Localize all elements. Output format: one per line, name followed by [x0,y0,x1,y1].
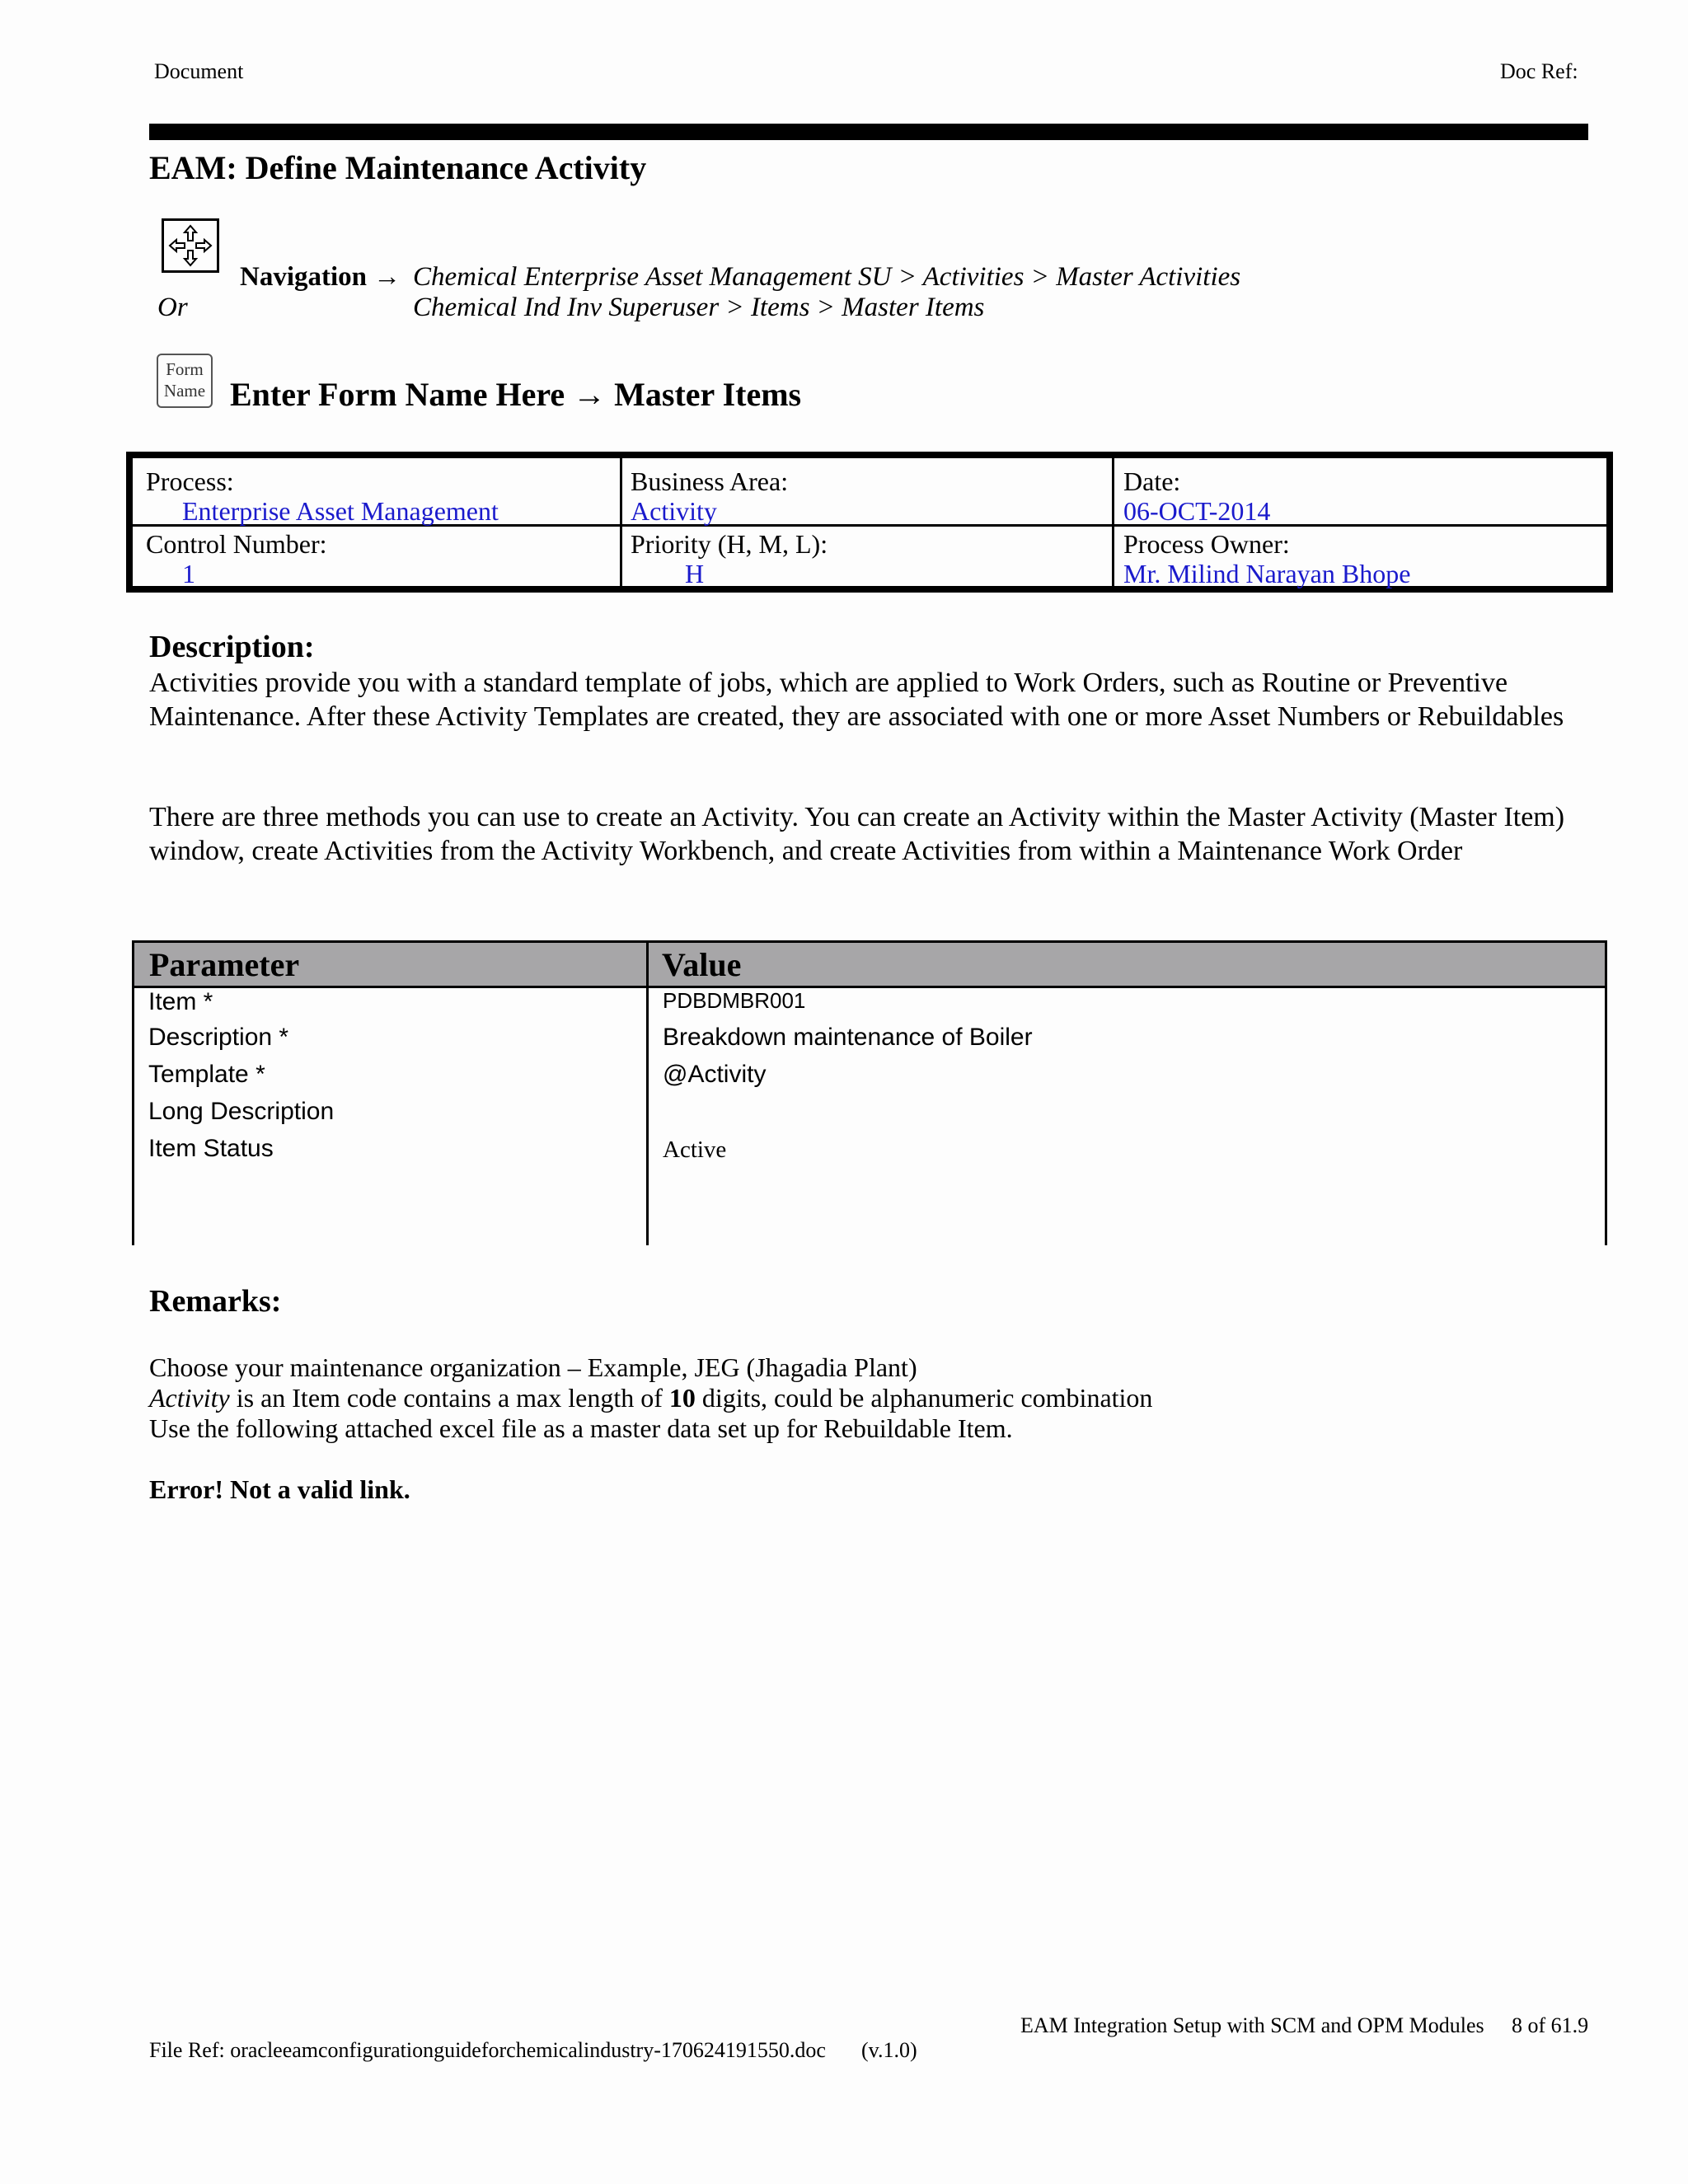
form-name-icon [157,354,213,408]
remarks-max-length: 10 [668,1383,696,1413]
remarks-line-1: Choose your maintenance organization – Example, JEG (Jhagadia Plant) [149,1352,917,1382]
header-document-label: Document [154,59,244,83]
header-rule [149,124,1588,140]
form-name-value: Master Items [614,376,802,413]
process-value: Enterprise Asset Management [182,496,499,526]
navigation-label: Navigation → [240,262,401,292]
table-row-value: @Activity [663,1061,767,1088]
priority-value: H [685,559,705,588]
table-row-value: Breakdown maintenance of Boiler [663,1024,1033,1051]
priority-label: Priority (H, M, L): [631,529,828,559]
form-icon-line1: Form [166,359,204,379]
footer-document-title: EAM Integration Setup with SCM and OPM Modules [1020,2013,1484,2037]
date-value: 06-OCT-2014 [1123,496,1271,526]
info-divider-1 [620,458,622,586]
parameter-table-right-border [1605,940,1607,1245]
description-paragraph-1: Activities provide you with a standard template of jobs, which are applied to Work Orders, such as Routine or Preventive Maintenance. After these Activity Templates are created, they are associated with one or more Asset Numbers or Rebuildables [149,668,1564,732]
process-info-table [126,452,1613,593]
table-row-param: Description * [148,1024,289,1051]
remarks-line-2-part-a: is an Item code contains a max length of [229,1383,669,1413]
business-area-value: Activity [631,496,717,526]
business-area-label: Business Area: [631,466,789,496]
table-row-value: PDBDMBR001 [663,988,806,1013]
remarks-heading: Remarks: [149,1284,282,1319]
navigation-path-alternate: Chemical Ind Inv Superuser > Items > Master Items [413,293,985,322]
description-paragraph-2: There are three methods you can use to create an Activity. You can create an Activity within the Master Activity (Master Item) window, create Activities from the Activity Workbench, and create Activities from within a Maintenance Work Order [149,802,1565,866]
footer-version: (v.1.0) [861,2038,917,2062]
value-column-header: Value [662,946,742,983]
date-label: Date: [1123,466,1181,496]
navigation-path-primary: Chemical Enterprise Asset Management SU > Activities > Master Activities [413,262,1241,292]
broken-link-error: Error! Not a valid link. [149,1474,410,1504]
table-row-param: Template * [148,1061,265,1088]
description-heading: Description: [149,630,315,664]
process-owner-value: Mr. Milind Narayan Bhope [1123,559,1411,588]
remarks-line-3: Use the following attached excel file as a master data set up for Rebuildable Item. [149,1413,1013,1443]
remarks-activity-term: Activity [149,1383,230,1413]
navigation-move-icon [162,218,219,273]
page-title: EAM: Define Maintenance Activity [149,149,647,186]
parameter-table-header [132,940,1607,988]
header-doc-ref-label: Doc Ref: [1500,59,1578,83]
footer-file-ref: File Ref: oracleeamconfigurationguideforchemicalindustry-170624191550.doc [149,2038,826,2062]
table-row-value: Active [663,1137,727,1163]
footer-page-number: 8 of 61.9 [1512,2013,1589,2037]
parameter-column-header: Parameter [149,946,300,983]
remarks-line-2 [149,1383,1152,1413]
navigation-or-label: Or [157,293,188,322]
parameter-table-column-divider [646,940,649,1245]
info-divider-2 [1112,458,1114,586]
remarks-line-2-part-b: digits, could be alphanumeric combination [695,1383,1153,1413]
table-row-param: Item * [148,988,213,1015]
process-owner-label: Process Owner: [1123,529,1290,559]
process-label: Process: [146,466,234,496]
table-row-param: Long Description [148,1098,335,1125]
control-number-value: 1 [182,559,195,588]
form-name-line [230,375,801,414]
control-number-label: Control Number: [146,529,327,559]
table-row-param: Item Status [148,1135,274,1162]
parameter-table-left-border [132,940,134,1245]
form-icon-line2: Name [163,381,206,401]
form-name-label: Enter Form Name Here → [230,376,607,413]
